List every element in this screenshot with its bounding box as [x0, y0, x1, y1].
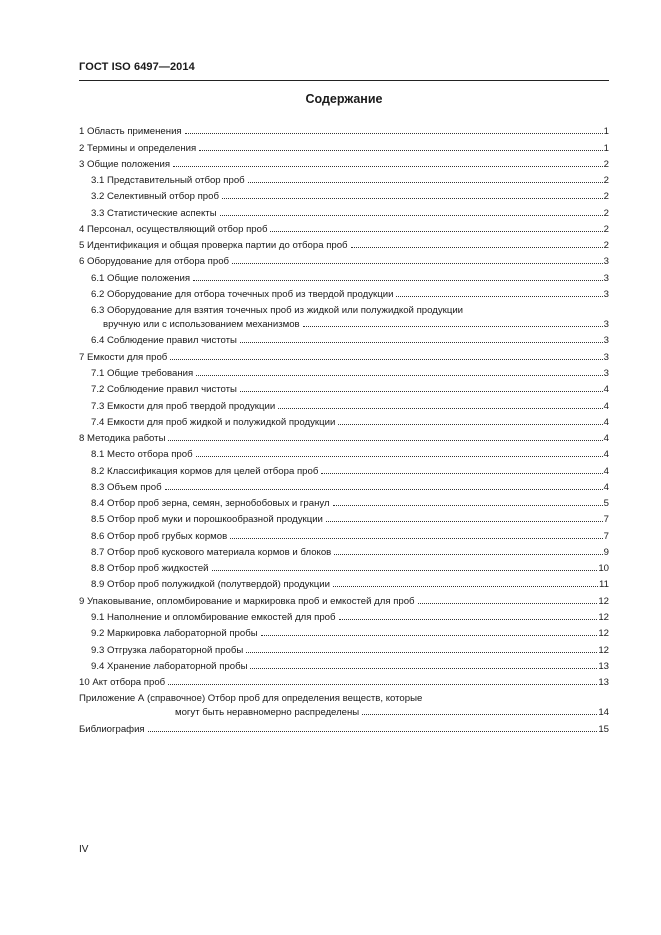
toc-entry[interactable]	[79, 330, 609, 346]
toc-entry[interactable]	[79, 300, 609, 330]
toc-page-number: 7	[603, 530, 609, 542]
dot-leader	[339, 619, 598, 620]
toc-page-number: 9	[603, 546, 609, 558]
toc-entry[interactable]	[79, 623, 609, 639]
toc-page-number: 2	[603, 158, 609, 170]
toc-entry-title: 3.2 Селективный отбор проб	[91, 191, 219, 203]
dot-leader	[351, 247, 603, 248]
toc-entry[interactable]	[79, 235, 609, 251]
toc-page-number: 4	[603, 416, 609, 428]
dot-leader	[196, 456, 603, 457]
toc-entry-title: 7.2 Соблюдение правил чистоты	[91, 384, 237, 396]
toc-page-number: 3	[603, 288, 609, 300]
toc-entry-title: 8.3 Объем проб	[91, 481, 162, 493]
toc-entry[interactable]	[79, 639, 609, 655]
toc-page-number: 4	[603, 433, 609, 445]
toc-page-number: 7	[603, 514, 609, 526]
toc-entry-title: 8 Методика работы	[79, 433, 166, 445]
toc-page-number: 10	[598, 563, 609, 575]
toc-page-number: 12	[598, 611, 609, 623]
toc-page-number: 15	[598, 723, 609, 735]
toc-page-number: 12	[598, 644, 609, 656]
dot-leader	[418, 603, 598, 604]
toc-page-number: 12	[598, 628, 609, 640]
toc-entry-title: Библиография	[79, 723, 145, 735]
dot-leader	[148, 731, 598, 732]
toc-entry[interactable]	[79, 219, 609, 235]
toc-page-number: 3	[603, 351, 609, 363]
document-header: ГОСТ ISO 6497—2014	[79, 61, 195, 73]
toc-entry-title: 3.3 Статистические аспекты	[91, 207, 217, 219]
dot-leader	[220, 215, 603, 216]
toc-page-number: 14	[598, 707, 609, 719]
dot-leader	[248, 182, 603, 183]
toc-entry-title: 9.4 Хранение лабораторной пробы	[91, 660, 248, 672]
dot-leader	[261, 635, 598, 636]
toc-page-number: 4	[603, 481, 609, 493]
toc-page-number: 2	[603, 191, 609, 203]
toc-page-number: 1	[603, 142, 609, 154]
toc-entry[interactable]	[79, 412, 609, 428]
toc-page-number: 3	[603, 319, 609, 331]
dot-leader	[396, 296, 602, 297]
toc-page-number: 13	[598, 660, 609, 672]
toc-entry[interactable]	[79, 718, 609, 734]
toc-entry-title: 3.1 Представительный отбор проб	[91, 175, 245, 187]
toc-entry[interactable]	[79, 137, 609, 153]
dot-leader	[199, 150, 602, 151]
dot-leader	[212, 570, 598, 571]
toc-page-number: 4	[603, 384, 609, 396]
dot-leader	[362, 714, 597, 715]
toc-entry-title: 2 Термины и определения	[79, 142, 197, 154]
toc-entry[interactable]	[79, 460, 609, 476]
dot-leader	[250, 668, 597, 669]
toc-entry-title: 3 Общие положения	[79, 158, 171, 170]
toc-entry-title: 7.4 Емкости для проб жидкой и полужидкой продукции	[91, 416, 336, 428]
toc-entry-title: 8.5 Отбор проб муки и порошкообразной продукции	[91, 514, 323, 526]
toc-entry[interactable]	[79, 558, 609, 574]
toc-entry[interactable]	[79, 202, 609, 218]
dot-leader	[168, 440, 602, 441]
toc-page-number: 1	[603, 126, 609, 138]
toc-page-number: 12	[598, 595, 609, 607]
toc-entry-title: 7 Емкости для проб	[79, 351, 168, 363]
toc-entry[interactable]	[79, 493, 609, 509]
dot-leader	[334, 554, 602, 555]
toc-entry-title: 5 Идентификация и общая проверка партии до отбора проб	[79, 240, 348, 252]
toc-page-number: 2	[603, 223, 609, 235]
dot-leader	[230, 538, 602, 539]
dot-leader	[333, 505, 603, 506]
dot-leader	[170, 359, 602, 360]
toc-entry[interactable]	[79, 542, 609, 558]
toc-entry[interactable]	[79, 121, 609, 137]
toc-page-number: 3	[603, 335, 609, 347]
toc-entry-title: Приложение А (справочное) Отбор проб для определения веществ, которые	[79, 693, 423, 705]
toc-entry[interactable]	[79, 267, 609, 283]
dot-leader	[165, 489, 603, 490]
toc-page-number: 2	[603, 175, 609, 187]
toc-page-number: 4	[603, 400, 609, 412]
toc-entry-title: 8.8 Отбор проб жидкостей	[91, 563, 209, 575]
dot-leader	[193, 280, 603, 281]
toc-entry-title: 9 Упаковывание, опломбирование и маркировка проб и емкостей для проб	[79, 595, 415, 607]
dot-leader	[246, 652, 597, 653]
dot-leader	[240, 342, 603, 343]
toc-entry-title: 6.4 Соблюдение правил чистоты	[91, 335, 237, 347]
toc-entry-title: 9.3 Отгрузка лабораторной пробы	[91, 644, 244, 656]
toc-entry-title: 6.1 Общие положения	[91, 272, 191, 284]
toc-entry-continuation: вручную или с использованием механизмов	[103, 319, 300, 331]
toc-entry-title: 6.3 Оборудование для взятия точечных проб из жидкой или полужидкой продукции	[91, 305, 464, 317]
dot-leader	[321, 473, 602, 474]
table-of-contents	[79, 121, 609, 735]
toc-entry[interactable]	[79, 525, 609, 541]
toc-entry[interactable]	[79, 444, 609, 460]
toc-page-number: 2	[603, 207, 609, 219]
toc-entry-title: 8.4 Отбор проб зерна, семян, зернобобовых и гранул	[91, 498, 330, 510]
toc-entry[interactable]	[79, 688, 609, 718]
toc-entry[interactable]	[79, 477, 609, 493]
page-number: IV	[79, 844, 89, 855]
toc-entry-title: 8.7 Отбор проб кускового материала кормов и блоков	[91, 546, 332, 558]
toc-entry[interactable]	[79, 379, 609, 395]
toc-entry[interactable]	[79, 346, 609, 362]
header-rule	[79, 80, 609, 81]
toc-entry-title: 8.2 Классификация кормов для целей отбора проб	[91, 465, 319, 477]
toc-entry[interactable]	[79, 656, 609, 672]
dot-leader	[196, 375, 602, 376]
toc-page-number: 4	[603, 449, 609, 461]
toc-entry[interactable]	[79, 509, 609, 525]
toc-entry-title: 4 Персонал, осуществляющий отбор проб	[79, 223, 268, 235]
dot-leader	[168, 684, 597, 685]
toc-entry[interactable]	[79, 590, 609, 606]
toc-entry[interactable]	[79, 186, 609, 202]
toc-page-number: 13	[598, 677, 609, 689]
dot-leader	[278, 408, 602, 409]
toc-entry[interactable]	[79, 574, 609, 590]
toc-entry-title: 10 Акт отбора проб	[79, 677, 166, 689]
toc-entry[interactable]	[79, 251, 609, 267]
dot-leader	[222, 198, 603, 199]
toc-entry-title: 9.1 Наполнение и опломбирование емкостей для проб	[91, 611, 336, 623]
toc-entry-title: 7.1 Общие требования	[91, 367, 194, 379]
toc-entry-title: 9.2 Маркировка лабораторной пробы	[91, 628, 258, 640]
toc-page-number: 3	[603, 256, 609, 268]
toc-page-number: 3	[603, 272, 609, 284]
dot-leader	[270, 231, 602, 232]
toc-entry-title: 1 Область применения	[79, 126, 182, 138]
dot-leader	[333, 586, 598, 587]
dot-leader	[185, 133, 603, 134]
toc-entry-continuation: могут быть неравномерно распределены	[175, 707, 360, 719]
toc-entry[interactable]	[79, 428, 609, 444]
dot-leader	[173, 166, 603, 167]
toc-entry[interactable]	[79, 363, 609, 379]
toc-entry[interactable]	[79, 170, 609, 186]
dot-leader	[232, 263, 603, 264]
dot-leader	[338, 424, 602, 425]
dot-leader	[326, 521, 603, 522]
toc-entry-title: 6.2 Оборудование для отбора точечных проб из твердой продукции	[91, 288, 394, 300]
toc-entry-title: 8.6 Отбор проб грубых кормов	[91, 530, 228, 542]
toc-entry[interactable]	[79, 607, 609, 623]
toc-entry[interactable]	[79, 672, 609, 688]
toc-entry-title: 7.3 Емкости для проб твердой продукции	[91, 400, 276, 412]
toc-entry[interactable]	[79, 395, 609, 411]
dot-leader	[240, 391, 603, 392]
toc-page-number: 4	[603, 465, 609, 477]
toc-page-number: 3	[603, 367, 609, 379]
toc-entry-title: 8.9 Отбор проб полужидкой (полутвердой) продукции	[91, 579, 330, 591]
dot-leader	[303, 326, 603, 327]
toc-entry-title: 6 Оборудование для отбора проб	[79, 256, 230, 268]
page-title: Содержание	[305, 92, 383, 106]
toc-entry[interactable]	[79, 284, 609, 300]
toc-page-number: 5	[603, 498, 609, 510]
toc-entry-title: 8.1 Место отбора проб	[91, 449, 193, 461]
toc-page-number: 2	[603, 240, 609, 252]
toc-entry[interactable]	[79, 154, 609, 170]
toc-page-number: 11	[599, 579, 609, 591]
